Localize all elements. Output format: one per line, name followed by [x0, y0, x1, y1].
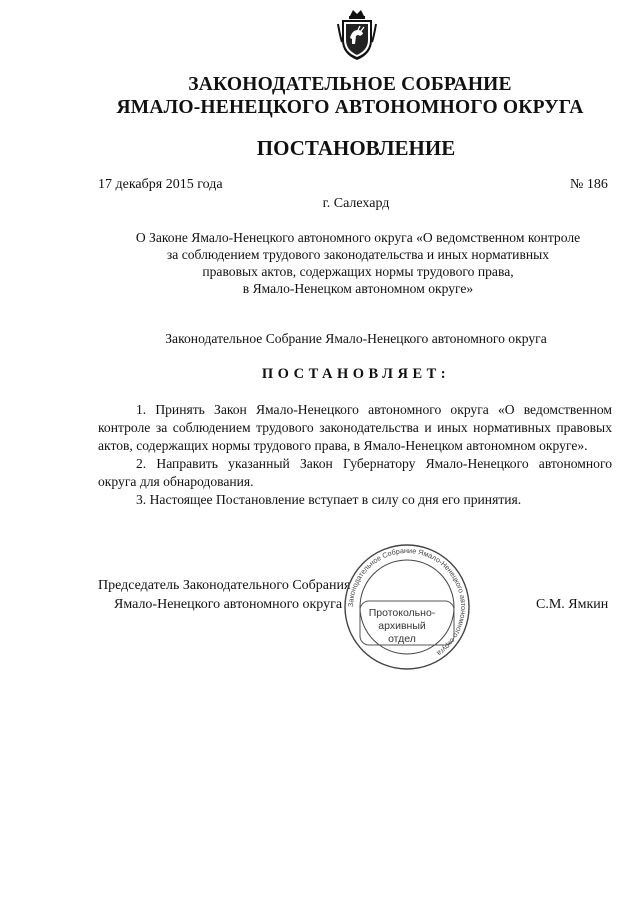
- resolves-heading: ПОСТАНОВЛЯЕТ:: [261, 366, 451, 382]
- document-date: 17 декабря 2015 года: [98, 177, 223, 192]
- document-subject: [118, 229, 598, 297]
- signatory-title-line2: Ямало-Ненецкого автономного округа: [114, 597, 343, 612]
- subject-line: за соблюдением трудового законодательства и иных нормативных: [166, 247, 550, 262]
- resolution-clauses: [98, 401, 612, 509]
- subject-line: правовых актов, содержащих нормы трудового права,: [202, 264, 514, 279]
- clause-1: 1. Принять Закон Ямало-Ненецкого автономного округа «О ведомственном контроле за соблюдением трудового законодательства и иных нормативных правовых актов, содержащих нормы трудового права, в Ямало-Ненецком автономном округе».: [98, 402, 612, 453]
- org-title-line1: ЗАКОНОДАТЕЛЬНОЕ СОБРАНИЕ: [188, 74, 512, 95]
- stamp-line: Протокольно-: [368, 607, 436, 619]
- org-title-line2: ЯМАЛО-НЕНЕЦКОГО АВТОНОМНОГО ОКРУГА: [116, 97, 584, 118]
- subject-line: О Законе Ямало-Ненецкого автономного округа «О ведомственном контроле: [135, 230, 581, 245]
- clause-2: 2. Направить указанный Закон Губернатору Ямало-Ненецкого автономного округа для обнародования.: [98, 456, 612, 489]
- document-city: г. Салехард: [322, 196, 390, 211]
- stamp-line: отдел: [388, 633, 416, 645]
- signatory-title-line1: Председатель Законодательного Собрания: [98, 578, 351, 593]
- preamble-text: Законодательное Собрание Ямало-Ненецкого автономного округа: [165, 331, 547, 346]
- signatory-name: С.М. Ямкин: [536, 597, 609, 612]
- document-type-heading: ПОСТАНОВЛЕНИЕ: [256, 136, 456, 160]
- stamp-line: архивный: [378, 620, 426, 632]
- document-number: № 186: [570, 177, 608, 192]
- coat-of-arms-emblem: [336, 6, 378, 62]
- stamp-department: [355, 607, 449, 646]
- subject-line: в Ямало-Ненецком автономном округе»: [242, 281, 474, 296]
- clause-3: 3. Настоящее Постановление вступает в силу со дня его принятия.: [136, 492, 522, 507]
- stamp-ring-text: Законодательное Собрание Ямало-Ненецкого автономного округа: [345, 545, 469, 659]
